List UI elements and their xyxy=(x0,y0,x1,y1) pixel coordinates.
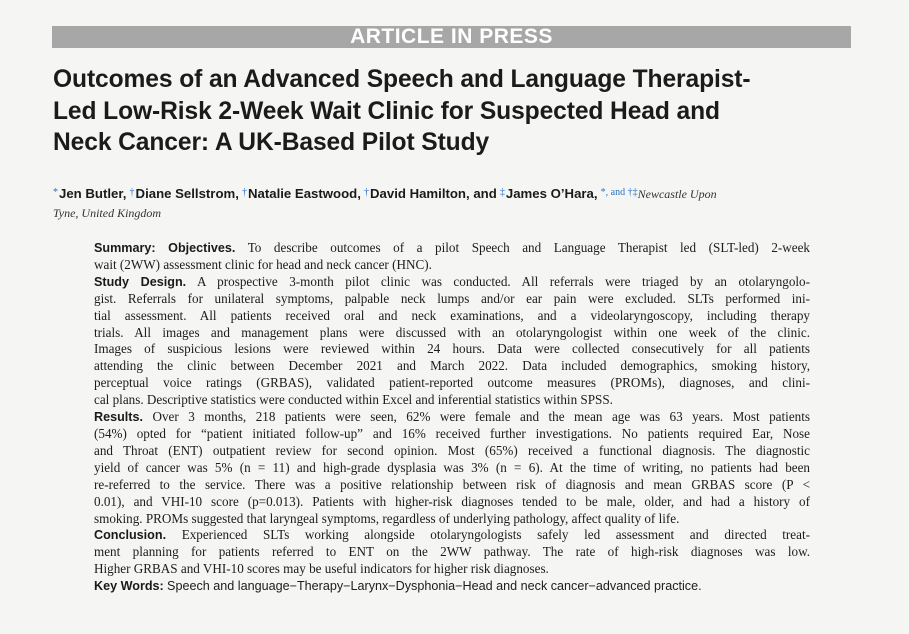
abstract-line: tial assessment. All patients received oral and neck examinations, and a videolaryngoscopy, including therapy xyxy=(94,307,810,323)
abstract-line: gist. Referrals for unilateral symptoms, palpable neck lumps and/or ear pain were excluded. SLTs performed ini- xyxy=(94,290,810,306)
author-separator: , xyxy=(122,186,127,201)
title-line: Outcomes of an Advanced Speech and Language Therapist- xyxy=(53,66,751,93)
affiliation-text: Newcastle Upon xyxy=(637,187,717,201)
abstract-line: Images of suspicious lesions were reviewed within 24 hours. Data were collected consecutively for all patients xyxy=(94,341,810,357)
author-name[interactable]: Natalie Eastwood xyxy=(248,186,358,201)
abstract-text: Experienced SLTs working alongside otolaryngologists safely led assessment and directed treat- xyxy=(181,527,810,543)
abstract-line: smoking. PROMs suggested that laryngeal symptoms, regardless of underlying pathology, affect quality of life. xyxy=(94,510,680,526)
author-separator: , xyxy=(235,186,239,201)
abstract-line: (54%) opted for “patient initiated follow-up” and 16% received further investigations. No patients required Ear, Nose xyxy=(94,425,810,441)
author-name[interactable]: Diane Sellstrom xyxy=(135,186,236,201)
author-name[interactable]: David Hamilton xyxy=(370,186,466,201)
abstract-line xyxy=(94,409,810,426)
abstract-line: ment planning for patients referred to ENT on the 2WW pathway. The rate of high-risk diagnoses was low. xyxy=(94,544,810,560)
abstract-text: To describe outcomes of a pilot Speech and Language Therapist led (SLT-led) 2-week xyxy=(247,240,810,255)
abstract-line: Higher GRBAS and VHI-10 scores may be useful indicators for higher risk diagnoses. xyxy=(94,561,549,577)
abstract-line: and Throat (ENT) outpatient review for second opinion. Most (65%) received a functional diagnosis. The diagnostic xyxy=(94,442,810,458)
abstract-line: perceptual voice ratings (GRBAS), validated patient-reported outcome measures (PROMs), diagnoses, and clini- xyxy=(94,375,810,391)
keywords-text: Speech and language−Therapy−Larynx−Dysphonia−Head and neck cancer−advanced practice. xyxy=(167,579,702,594)
abstract-line: wait (2WW) assessment clinic for head and neck cancer (HNC). xyxy=(94,256,432,272)
objectives-heading: Objectives. xyxy=(168,241,236,255)
abstract-line: trials. All images and management plans were discussed with an otolaryngologist within one week of the clinic. xyxy=(94,324,810,340)
abstract-line: re-referred to the service. There was a positive relationship between risk of diagnosis and mean GRBAS score (P < xyxy=(94,476,810,492)
study-design-heading: Study Design. xyxy=(94,274,187,289)
abstract-line xyxy=(94,274,810,291)
author-separator: , xyxy=(357,186,361,201)
author-name[interactable]: James O’Hara xyxy=(505,186,594,201)
title-line: Neck Cancer: A UK-Based Pilot Study xyxy=(53,129,490,156)
affiliation-line: Tyne, United Kingdom xyxy=(53,206,162,220)
author-separator: , and xyxy=(466,186,497,201)
abstract-text: A prospective 3-month pilot clinic was conducted. All referrals were triaged by an otolaryngolo- xyxy=(196,273,811,289)
author-mark: ‡ xyxy=(499,187,505,198)
author-mark: † xyxy=(129,187,135,198)
title-line: Led Low-Risk 2-Week Wait Clinic for Suspected Head and xyxy=(53,97,720,125)
abstract-text: Over 3 months, 218 patients were seen, 62% were female and the mean age was 63 years. Most patients xyxy=(152,409,810,425)
author-mark: † xyxy=(242,187,248,198)
author-separator: , xyxy=(593,186,598,201)
abstract-line: cal plans. Descriptive statistics were conducted within Excel and inferential statistics within SPSS. xyxy=(94,392,613,408)
author-mark: * xyxy=(53,187,58,198)
affiliation-marks: *, and †‡ xyxy=(600,187,638,198)
conclusion-heading: Conclusion. xyxy=(94,528,167,543)
author-name[interactable]: Jen Butler xyxy=(59,186,123,201)
abstract-line: attending the clinic between December 2021 and March 2022. Data included demographics, smoking history, xyxy=(94,358,810,374)
abstract xyxy=(94,240,810,595)
keywords-heading: Key Words: xyxy=(94,579,164,594)
abstract-line: yield of cancer was 5% (n = 11) and high-grade dysplasia was 3% (n = 6). At the time of writing, no patients had been xyxy=(94,459,810,475)
article-title xyxy=(53,64,853,159)
abstract-line: 0.01), and VHI-10 score (p=0.013). Patients with higher-risk diagnoses tended to be male, older, and had a history of xyxy=(94,493,810,509)
abstract-line xyxy=(94,527,810,544)
article-in-press-banner: ARTICLE IN PRESS xyxy=(52,26,851,48)
summary-heading: Summary: xyxy=(94,241,156,255)
author-list xyxy=(53,183,853,223)
author-mark: † xyxy=(364,187,369,198)
abstract-line xyxy=(94,578,810,595)
results-heading: Results. xyxy=(94,410,143,425)
author-line xyxy=(53,183,853,204)
abstract-line xyxy=(94,240,810,257)
